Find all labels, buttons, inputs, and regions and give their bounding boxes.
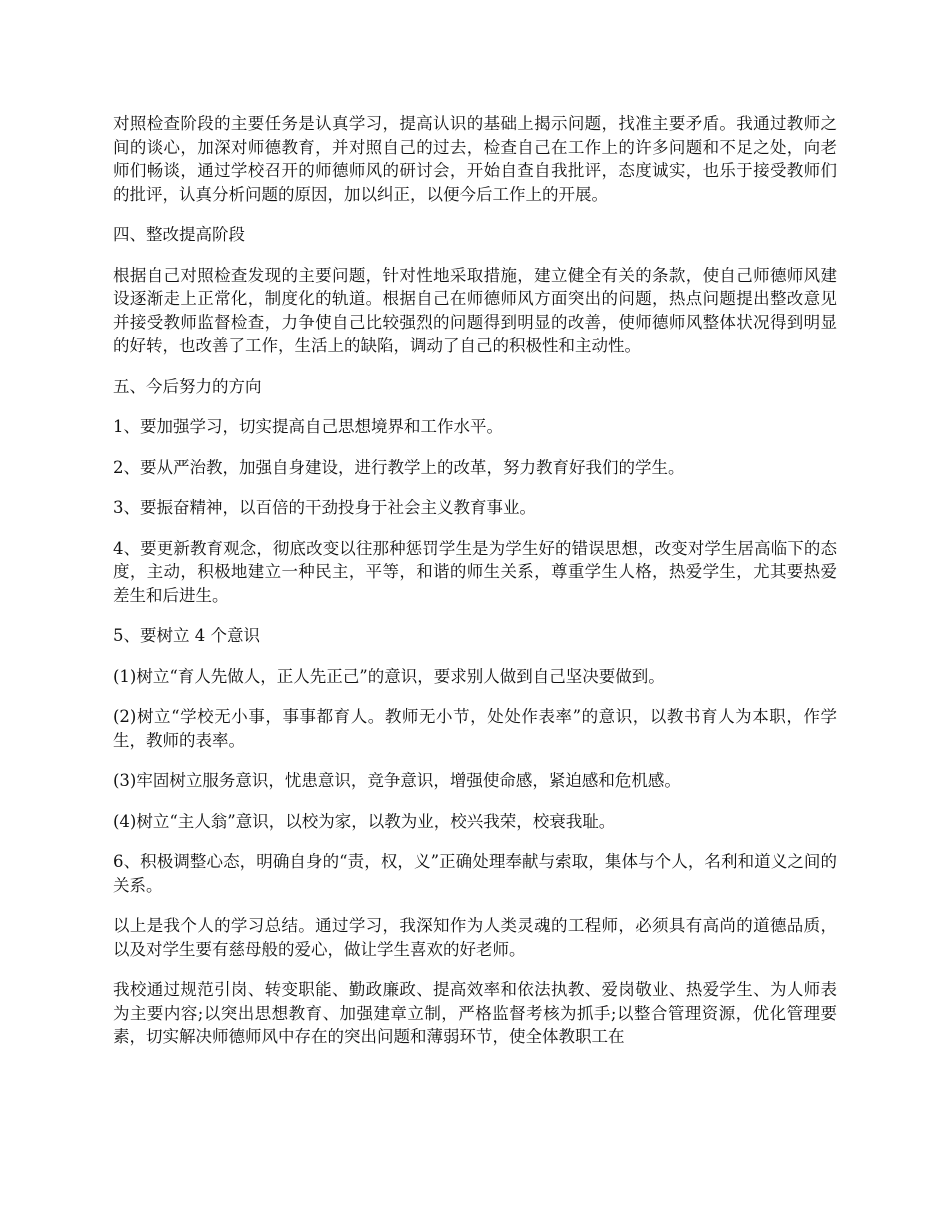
list-item-2: 2、要从严治教，加强自身建设，进行教学上的改革，努力教育好我们的学生。 [113, 457, 685, 477]
sub-item-2: (2)树立“学校无小事，事事都育人。教师无小节，处处作表率”的意识，以教书育人为本职，作学生，教师的表率。 [113, 707, 837, 750]
sub-item-1: (1)树立“育人先做人，正人先正己”的意识，要求别人做到自己坚决要做到。 [113, 666, 665, 686]
document-body [113, 112, 837, 1049]
paragraph-school-measures: 我校通过规范引岗、转变职能、勤政廉政、提高效率和依法执教、爱岗敬业、热爱学生、为人师表为主要内容;以突出思想教育、加强建章立制，严格监督考核为抓手;以整合管理资源，优化管理要素，切实解决师德师风中存在的突出问题和薄弱环节，使全体教职工在 [113, 980, 837, 1046]
list-item-1: 1、要加强学习，切实提高自己思想境界和工作水平。 [113, 417, 503, 436]
paragraph-rectification: 根据自己对照检查发现的主要问题，针对性地采取措施，建立健全有关的条款，使自己师德师风建设逐渐走上正常化，制度化的轨道。根据自己在师德师风方面突出的问题，热点问题提出整改意见并接受教师监督检查，力争使自己比较强烈的问题得到明显的改善，使师德师风整体状况得到明显的好转，也改善了工作，生活上的缺陷，调动了自己的积极性和主动性。 [113, 265, 837, 355]
heading-rectification-stage: 四、整改提高阶段 [113, 225, 245, 244]
list-item-5: 5、要树立 4 个意识 [113, 626, 260, 645]
list-item-4: 4、要更新教育观念，彻底改变以往那种惩罚学生是为学生好的错误思想，改变对学生居高临下的态度，主动，积极地建立一种民主，平等，和谐的师生关系，尊重学生人格，热爱学生，尤其要热爱差生和后进生。 [113, 538, 837, 605]
list-item-6: 6、积极调整心态，明确自身的“责，权，义”正确处理奉献与索取，集体与个人，名利和道义之间的关系。 [113, 852, 837, 895]
paragraph-summary: 以上是我个人的学习总结。通过学习，我深知作为人类灵魂的工程师，必须具有高尚的道德品质，以及对学生要有慈母般的爱心，做让学生喜欢的好老师。 [113, 916, 837, 959]
paragraph-self-check: 对照检查阶段的主要任务是认真学习，提高认识的基础上揭示问题，找准主要矛盾。我通过教师之间的谈心，加深对师德教育，并对照自己的过去，检查自己在工作上的许多问题和不足之处，向老师们畅谈，通过学校召开的师德师风的研讨会，开始自查自我批评，态度诚实，也乐于接受教师们的批评，认真分析问题的原因，加以纠正，以便今后工作上的开展。 [113, 114, 837, 204]
sub-item-3: (3)牢固树立服务意识，忧患意识，竞争意识，增强使命感，紧迫感和危机感。 [113, 771, 681, 790]
heading-future-direction: 五、今后努力的方向 [113, 376, 262, 396]
sub-item-4: (4)树立“主人翁”意识，以校为家，以教为业，校兴我荣，校衰我耻。 [113, 811, 616, 831]
list-item-3: 3、要振奋精神，以百倍的干劲投身于社会主义教育事业。 [113, 498, 536, 517]
